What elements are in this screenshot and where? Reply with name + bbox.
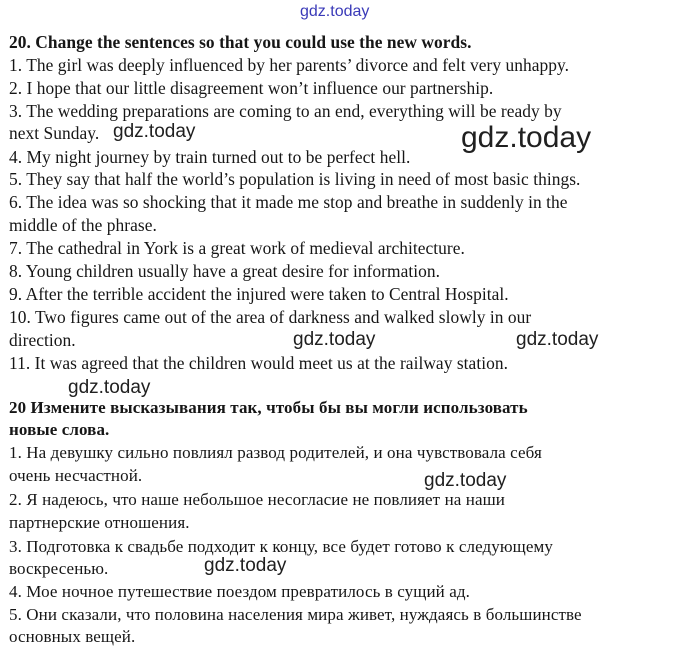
watermark-mid-right: gdz.today [516, 329, 599, 350]
english-line: 8. Young children usually have a great desire for information. [9, 261, 440, 281]
english-line: 11. It was agreed that the children would meet us at the railway station. [9, 353, 508, 373]
watermark-inline: gdz.today [113, 121, 196, 142]
english-heading: 20. Change the sentences so that you could use the new words. [9, 32, 472, 52]
english-line: 3. The wedding preparations are coming to an end, everything will be ready by [9, 101, 562, 121]
watermark-lower-left: gdz.today [68, 377, 151, 398]
russian-line: 2. Я надеюсь, что наше небольшое несогласие не повлияет на наши [9, 490, 505, 509]
english-line: 7. The cathedral in York is a great work of medieval architecture. [9, 238, 465, 258]
watermark-bottom: gdz.today [204, 555, 287, 576]
russian-heading-continued: новые слова. [9, 420, 110, 439]
english-line: direction. [9, 330, 76, 350]
russian-line: 5. Они сказали, что половина населения мира живет, нуждаясь в большинстве [9, 605, 582, 624]
russian-line: основных вещей. [9, 627, 136, 646]
russian-line: 4. Мое ночное путешествие поездом превратилось в сущий ад. [9, 582, 470, 601]
watermark-large: gdz.today [461, 121, 592, 154]
english-line: 9. After the terrible accident the injured were taken to Central Hospital. [9, 284, 509, 304]
english-line: 5. They say that half the world’s population is living in need of most basic things. [9, 169, 581, 189]
russian-line: очень несчастной. [9, 466, 143, 485]
watermark-mid-left: gdz.today [293, 329, 376, 350]
watermark-russian-mid: gdz.today [424, 470, 507, 491]
russian-line: 1. На девушку сильно повлиял развод родителей, и она чувствовала себя [9, 443, 542, 462]
russian-line: 3. Подготовка к свадьбе подходит к концу, все будет готово к следующему [9, 537, 553, 556]
english-line: 1. The girl was deeply influenced by her parents’ divorce and felt very unhappy. [9, 55, 569, 75]
english-line: 2. I hope that our little disagreement won’t influence our partnership. [9, 78, 494, 98]
english-line: next Sunday. [9, 123, 100, 143]
english-line: 4. My night journey by train turned out to be perfect hell. [9, 147, 411, 167]
russian-line: партнерские отношения. [9, 513, 190, 532]
russian-heading: 20 Измените высказывания так, чтобы бы вы могли использовать [9, 398, 528, 417]
english-line: 6. The idea was so shocking that it made me stop and breathe in suddenly in the [9, 192, 568, 212]
english-line: 10. Two figures came out of the area of darkness and walked slowly in our [9, 307, 532, 327]
english-line: middle of the phrase. [9, 215, 157, 235]
russian-line: воскресенью. [9, 559, 109, 578]
watermark-top: gdz.today [300, 3, 370, 20]
